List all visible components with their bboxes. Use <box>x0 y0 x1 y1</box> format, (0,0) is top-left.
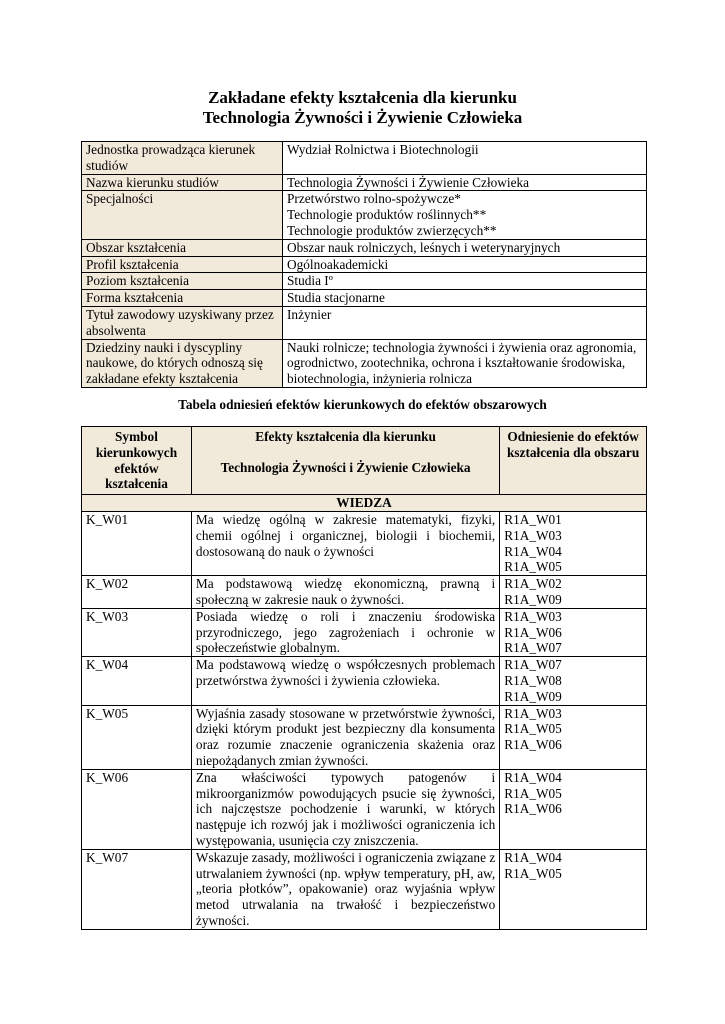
info-label: Specjalności <box>82 191 283 239</box>
info-label: Profil kształcenia <box>82 256 283 273</box>
effect-symbol: K_W07 <box>82 849 192 929</box>
area-effect-code: R1A_W09 <box>504 591 562 607</box>
info-label: Obszar kształcenia <box>82 239 283 256</box>
area-effect-code: R1A_W06 <box>504 624 562 640</box>
area-effect-code: R1A_W04 <box>504 543 562 559</box>
header-symbol: Symbol kierunkowych efektów kształcenia <box>82 427 192 495</box>
area-effect-code: R1A_W06 <box>504 801 562 817</box>
title-line-2: Technologia Żywności i Żywienie Człowieka <box>202 108 523 127</box>
effect-references <box>500 849 647 929</box>
info-value-line: Technologia Żywności i Żywienie Człowieka <box>287 174 530 190</box>
info-value <box>283 191 647 239</box>
info-value-line: Wydział Rolnictwa i Biotechnologii <box>287 142 479 157</box>
learning-effects-table <box>81 426 647 930</box>
info-label: Nazwa kierunku studiów <box>82 174 283 191</box>
info-value <box>283 239 647 256</box>
area-effect-code: R1A_W08 <box>504 672 562 688</box>
info-value-line: Obszar nauk rolniczych, leśnych i weterynaryjnych <box>287 239 561 255</box>
area-effect-code: R1A_W03 <box>504 527 562 543</box>
header-effects <box>191 427 499 495</box>
info-value <box>283 273 647 290</box>
area-effect-code: R1A_W07 <box>504 657 562 673</box>
program-info-table <box>81 141 647 388</box>
effect-description: Wyjaśnia zasady stosowane w przetwórstwie żywności, dzięki którym produkt jest bezpieczny dla konsumenta oraz rozumie znaczenie ograniczenia skażenia oraz niepożądanych zmian żywności. <box>191 705 499 769</box>
info-row <box>82 191 647 239</box>
area-effect-code: R1A_W03 <box>504 705 562 721</box>
document-title <box>0 88 725 128</box>
area-effect-code: R1A_W04 <box>504 769 562 785</box>
info-label: Poziom kształcenia <box>82 273 283 290</box>
area-effect-code: R1A_W04 <box>504 849 562 865</box>
section-label: WIEDZA <box>82 495 647 512</box>
area-effect-code: R1A_W05 <box>504 559 562 575</box>
effect-references <box>500 608 647 656</box>
info-value <box>283 339 647 387</box>
effect-symbol: K_W02 <box>82 576 192 609</box>
area-effect-code: R1A_W05 <box>504 721 562 737</box>
effect-references <box>500 511 647 575</box>
info-value-line: Ogólnoakademicki <box>287 256 389 272</box>
header-effects-line-1: Efekty kształcenia dla kierunku <box>255 429 436 444</box>
effect-row <box>82 511 647 575</box>
effect-row <box>82 657 647 705</box>
info-value-line: Przetwórstwo rolno-spożywcze* <box>287 191 461 207</box>
effect-row <box>82 705 647 769</box>
info-label: Dziedziny nauki i dyscypliny naukowe, do których odnoszą się zakładane efekty kształcenia <box>82 339 283 387</box>
effects-header-row <box>82 427 647 495</box>
effect-references <box>500 576 647 609</box>
info-row <box>82 239 647 256</box>
effect-description: Ma podstawową wiedzę ekonomiczną, prawną i społeczną w zakresie nauk o żywności. <box>191 576 499 609</box>
effect-symbol: K_W04 <box>82 657 192 705</box>
info-value-line: Nauki rolnicze; technologia żywności i żywienia oraz agronomia, ogrodnictwo, zootechnika, ochrona i kształtowanie środowiska, biotechnologia, inżynieria rolnicza <box>287 339 637 387</box>
info-value <box>283 306 647 339</box>
info-label: Tytuł zawodowy uzyskiwany przez absolwenta <box>82 306 283 339</box>
effect-description: Wskazuje zasady, możliwości i ograniczenia związane z utrwalaniem żywności (np. wpływ temperatury, pH, aw, „teoria płotków”, opakowanie) oraz wyjaśnia wpływ metod utrwalania na trwałość i bezpieczeństwo żywności. <box>191 849 499 929</box>
area-effect-code: R1A_W09 <box>504 688 562 704</box>
effect-description: Posiada wiedzę o roli i znaczeniu środowiska przyrodniczego, jego zagrożeniach i ochronie w społeczeństwie globalnym. <box>191 608 499 656</box>
area-effect-code: R1A_W03 <box>504 608 562 624</box>
effect-row <box>82 576 647 609</box>
header-reference: Odniesienie do efektów kształcenia dla obszaru <box>500 427 647 495</box>
area-effect-code: R1A_W07 <box>504 640 562 656</box>
effect-description: Ma wiedzę ogólną w zakresie matematyki, fizyki, chemii ogólnej i organicznej, biologii i biochemii, dostosowaną do nauk o żywności <box>191 511 499 575</box>
effect-references <box>500 769 647 849</box>
area-effect-code: R1A_W05 <box>504 865 562 881</box>
info-row <box>82 273 647 290</box>
info-value <box>283 290 647 307</box>
info-label: Jednostka prowadząca kierunek studiów <box>82 142 283 175</box>
effect-symbol: K_W01 <box>82 511 192 575</box>
info-value-line: Studia Iº <box>287 273 333 289</box>
effect-symbol: K_W06 <box>82 769 192 849</box>
effect-references <box>500 705 647 769</box>
info-row <box>82 290 647 307</box>
effect-row <box>82 608 647 656</box>
info-value <box>283 256 647 273</box>
info-row <box>82 339 647 387</box>
header-effects-line-2: Technologia Żywności i Żywienie Człowieka <box>220 459 471 475</box>
info-value-line: Inżynier <box>287 306 332 322</box>
info-row <box>82 142 647 175</box>
area-effect-code: R1A_W02 <box>504 576 562 592</box>
area-effect-code: R1A_W05 <box>504 785 562 801</box>
effect-symbol: K_W05 <box>82 705 192 769</box>
effects-table-title: Tabela odniesień efektów kierunkowych do efektów obszarowych <box>178 397 547 412</box>
area-effect-code: R1A_W06 <box>504 737 562 753</box>
area-effect-code: R1A_W01 <box>504 511 562 527</box>
effect-description: Zna właściwości typowych patogenów i mikroorganizmów powodujących psucie się żywności, ich najczęstsze pochodzenie i warunki, w których następuje ich rozwój jak i możliwości ograniczenia ich występowania, usunięcia czy zniszczenia. <box>191 769 499 849</box>
title-line-1: Zakładane efekty kształcenia dla kierunku <box>208 88 517 107</box>
info-value-line: Technologie produktów roślinnych** <box>287 207 487 223</box>
info-row <box>82 174 647 191</box>
section-row-wiedza <box>82 495 647 512</box>
info-row <box>82 256 647 273</box>
effect-references <box>500 657 647 705</box>
effect-row <box>82 769 647 849</box>
info-value <box>283 142 647 175</box>
info-value <box>283 174 647 191</box>
effect-symbol: K_W03 <box>82 608 192 656</box>
info-value-line: Technologie produktów zwierzęcych** <box>287 222 497 238</box>
info-value-line: Studia stacjonarne <box>287 290 385 306</box>
effect-description: Ma podstawową wiedzę o współczesnych problemach przetwórstwa żywności i żywienia człowieka. <box>191 657 499 705</box>
info-row <box>82 306 647 339</box>
info-label: Forma kształcenia <box>82 290 283 307</box>
effect-row <box>82 849 647 929</box>
